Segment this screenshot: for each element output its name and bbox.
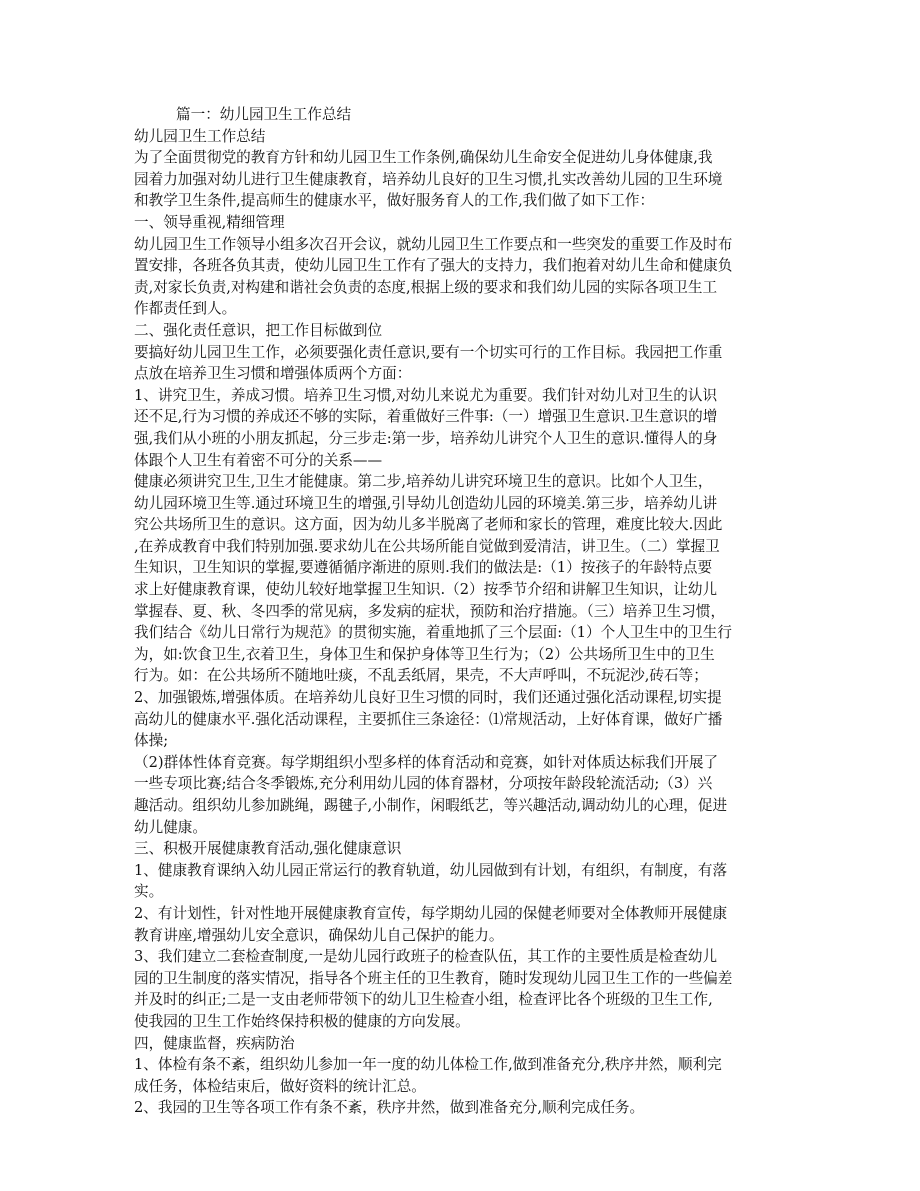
text-line: 使我园的卫生工作始终保持积极的健康的方向发展。	[134, 1012, 470, 1030]
text-line: 行为。如：在公共场所不随地吐痰，不乱丢纸屑，果壳，不大声呼叫，不玩泥沙,砖石等；	[134, 667, 708, 685]
text-line: 2、有计划性，针对性地开展健康教育宣传，每学期幼儿园的保健老师要对全体教师开展健康	[134, 904, 728, 922]
text-line: 责,对家长负责,对构建和谐社会负责的态度,根据上级的要求和我们幼儿园的实际各项卫生工	[134, 278, 718, 296]
document-text	[134, 126, 790, 1119]
text-line: 强,我们从小班的小朋友抓起，分三步走:第一步，培养幼儿讲究个人卫生的意识.懂得人的身	[134, 429, 718, 447]
text-line: 体操;	[134, 732, 169, 750]
text-line: 为了全面贯彻党的教育方针和幼儿园卫生工作条例,确保幼儿生命安全促进幼儿身体健康,我	[134, 149, 713, 167]
text-line: 一、领导重视,精细管理	[134, 213, 285, 231]
text-line: 一些专项比赛;结合冬季锻炼,充分利用幼儿园的体育器材，分项按年龄段轮流活动;（3）兴	[134, 775, 713, 793]
text-line: （2)群体性体育竞赛。每学期组织小型多样的体育活动和竞赛，如针对体质达标我们开展了	[134, 753, 719, 771]
text-line: ,在养成教育中我们特别加强.要求幼儿在公共场所能自觉做到爱清洁，讲卫生。（二）掌握卫	[134, 537, 720, 555]
text-line: 2、加强锻炼,增强体质。在培养幼儿良好卫生习惯的同时，我们还通过强化活动课程,切实提	[134, 689, 722, 707]
text-line: 并及时的纠正;二是一支由老师带领下的幼儿卫生检查小组，检查评比各个班级的卫生工作,	[134, 991, 713, 1009]
text-line: 三、积极开展健康教育活动,强化健康意识	[134, 840, 402, 858]
text-line: 幼儿园环境卫生等.通过环境卫生的增强,引导幼儿创造幼儿园的环境美.第三步，培养幼儿讲	[134, 494, 718, 512]
text-line: 为，如:饮食卫生,衣着卫生，身体卫生和保护身体等卫生行为；（2）公共场所卫生中的卫生	[134, 645, 715, 663]
text-line: 幼儿园卫生工作领导小组多次召开会议，就幼儿园卫生工作要点和一些突发的重要工作及时布	[134, 235, 733, 253]
text-line: 教育讲座,增强幼儿安全意识，确保幼儿自己保护的能力。	[134, 926, 504, 944]
text-line: 四，健康监督，疾病防治	[134, 1034, 295, 1052]
text-line: 求上好健康教育课，使幼儿较好地掌握卫生知识.（2）按季节介绍和讲解卫生知识，让幼儿	[134, 581, 718, 599]
text-line: 园的卫生制度的落实情况，指导各个班主任的卫生教育，随时发现幼儿园卫生工作的一些偏差	[134, 969, 733, 987]
text-line: 实。	[134, 883, 164, 901]
text-line: 还不足,行为习惯的养成还不够的实际，着重做好三件事:（一）增强卫生意识.卫生意识的增	[134, 408, 718, 426]
text-line: 和教学卫生条件,提高师生的健康水平，做好服务育人的工作,我们做了如下工作：	[134, 192, 655, 210]
text-line: 趣活动。组织幼儿参加跳绳，踢毽子,小制作，闲暇纸艺，等兴趣活动,调动幼儿的心理，促进	[134, 797, 728, 814]
text-line: 园着力加强对幼儿进行卫生健康教育，培养幼儿良好的卫生习惯,扎实改善幼儿园的卫生环境	[134, 170, 723, 188]
text-line: 健康必须讲究卫生,卫生才能健康。第二步,培养幼儿讲究环境卫生的意识。比如个人卫生，	[134, 473, 713, 491]
text-line: 二、强化责任意识，把工作目标做到位	[134, 321, 383, 339]
text-line: 1、体检有条不紊，组织幼儿参加一年一度的幼儿体检工作,做到准备充分,秩序井然，顺利完	[134, 1056, 722, 1074]
text-line: 幼儿园卫生工作总结	[134, 127, 266, 145]
text-line: 我们结合《幼儿日常行为规范》的贯彻实施，着重地抓了三个层面:（1）个人卫生中的卫生行	[134, 624, 732, 642]
text-line: 幼儿健康。	[134, 818, 207, 836]
text-line: 1、讲究卫生，养成习惯。培养卫生习惯,对幼儿来说尤为重要。我们针对幼儿对卫生的认识	[134, 386, 718, 404]
document-body	[134, 104, 790, 1119]
text-line: 生知识，卫生知识的掌握,要遵循循序渐进的原则.我们的做法是:（1）按孩子的年龄特点要	[134, 559, 713, 577]
text-line: 究公共场所卫生的意识。这方面，因为幼儿多半脱离了老师和家长的管理，难度比较大.因此	[134, 516, 723, 534]
text-line: 成任务，体检结束后，做好资料的统计汇总。	[134, 1077, 426, 1095]
document-heading: 篇一：幼儿园卫生工作总结	[176, 106, 352, 123]
text-line: 3、我们建立二套检查制度,一是幼儿园行政班子的检查队伍，其工作的主要性质是检查幼儿	[134, 948, 718, 966]
text-line: 点放在培养卫生习惯和增强体质两个方面：	[134, 365, 412, 383]
text-line: 2、我园的卫生等各项工作有条不紊，秩序井然，做到准备充分,顺利完成任务。	[134, 1099, 645, 1117]
text-line: 1、健康教育课纳入幼儿园正常运行的教育轨道，幼儿园做到有计划，有组织，有制度，有落	[134, 861, 728, 879]
text-line: 置安排，各班各负其责，使幼儿园卫生工作有了强大的支持力，我们抱着对幼儿生命和健康负	[134, 257, 733, 275]
text-line: 作都责任到人。	[134, 300, 237, 318]
text-line: 高幼儿的健康水平.强化活动课程，主要抓住三条途径：⑴常规活动，上好体育课，做好广播	[134, 710, 723, 728]
text-line: 掌握春、夏、秋、冬四季的常见病，多发病的症状，预防和治疗措施。（三）培养卫生习惯，	[134, 602, 726, 620]
text-line: 体跟个人卫生有着密不可分的关系——	[134, 451, 383, 469]
text-line: 要搞好幼儿园卫生工作，必须要强化责任意识,要有一个切实可行的工作目标。我园把工作重	[134, 343, 723, 361]
